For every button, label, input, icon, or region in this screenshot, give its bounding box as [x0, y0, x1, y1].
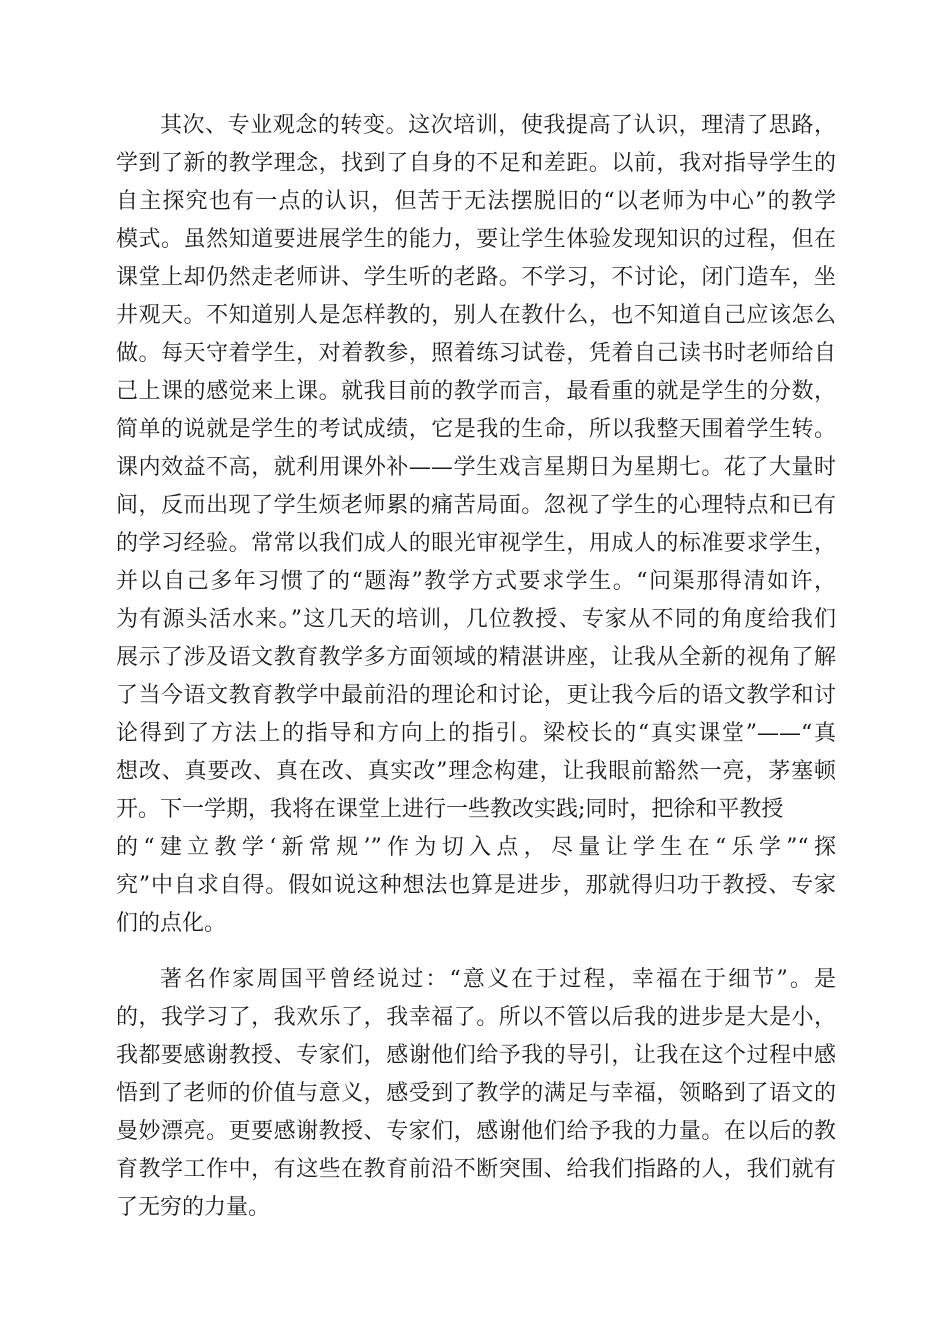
paragraph-line: 课内效益不高，就利用课外补——学生戏言星期日为星期七。花了大量时	[116, 455, 836, 480]
paragraph-line: 论得到了方法上的指导和方向上的指引。梁校长的“真实课堂”——“真	[116, 721, 836, 746]
paragraph-line: 间，反而出现了学生烦老师累的痛苦局面。忽视了学生的心理特点和已有	[116, 493, 836, 518]
paragraph-line: 做。每天守着学生，对着教参，照着练习试卷，凭着自己读书时老师给自	[116, 341, 836, 366]
paragraph-line: 其次、专业观念的转变。这次培训，使我提高了认识，理清了思路，	[160, 113, 836, 138]
paragraph-line: 井观天。不知道别人是怎样教的，别人在教什么，也不知道自己应该怎么	[116, 303, 836, 328]
paragraph-line: 的，我学习了，我欢乐了，我幸福了。所以不管以后我的进步是大是小，	[116, 1005, 836, 1030]
paragraph-line: 了当今语文教育教学中最前沿的理论和讨论，更让我今后的语文教学和讨	[116, 683, 836, 708]
paragraph-line: 们的点化。	[116, 911, 227, 936]
paragraph-spacer	[116, 943, 836, 961]
paragraph-professional-concept	[116, 107, 836, 943]
paragraph-line: 了无穷的力量。	[116, 1195, 271, 1220]
paragraph-line: 自主探究也有一点的认识，但苦于无法摆脱旧的“以老师为中心”的教学	[116, 189, 836, 214]
paragraph-line: 悟到了老师的价值与意义，感受到了教学的满足与幸福，领略到了语文的	[116, 1081, 836, 1106]
paragraph-line: 模式。虽然知道要进展学生的能力，要让学生体验发现知识的过程，但在	[116, 227, 836, 252]
document-body	[116, 107, 836, 1227]
paragraph-line: 我都要感谢教授、专家们，感谢他们给予我的导引，让我在这个过程中感	[116, 1043, 836, 1068]
paragraph-line: 并以自己多年习惯了的“题海”教学方式要求学生。“问渠那得清如许，	[116, 569, 836, 594]
paragraph-line: 著名作家周国平曾经说过：“意义在于过程，幸福在于细节”。是	[160, 967, 836, 992]
paragraph-line: 课堂上却仍然走老师讲、学生听的老路。不学习，不讨论，闭门造车，坐	[116, 265, 836, 290]
paragraph-conclusion	[116, 961, 836, 1227]
paragraph-line: 曼妙漂亮。更要感谢教授、专家们，感谢他们给予我的力量。在以后的教	[116, 1119, 836, 1144]
paragraph-line: 己上课的感觉来上课。就我目前的教学而言，最看重的就是学生的分数，	[116, 379, 836, 404]
paragraph-line: 为有源头活水来。”这几天的培训，几位教授、专家从不同的角度给我们	[116, 607, 836, 632]
paragraph-line: 育教学工作中，有这些在教育前沿不断突围、给我们指路的人，我们就有	[116, 1157, 836, 1182]
paragraph-line: 想改、真要改、真在改、真实改”理念构建，让我眼前豁然一亮，茅塞顿	[116, 759, 836, 784]
paragraph-line: 究”中自求自得。假如说这种想法也算是进步，那就得归功于教授、专家	[116, 873, 836, 898]
paragraph-line: 开。下一学期，我将在课堂上进行一些教改实践;同时，把徐和平教授	[116, 797, 784, 822]
paragraph-line: 学到了新的教学理念，找到了自身的不足和差距。以前，我对指导学生的	[116, 151, 836, 176]
paragraph-line: 的“建立教学‘新常规’”作为切入点，尽量让学生在“乐学”“探	[116, 835, 836, 860]
paragraph-line: 展示了涉及语文教育教学多方面领域的精湛讲座，让我从全新的视角了解	[116, 645, 836, 670]
paragraph-line: 的学习经验。常常以我们成人的眼光审视学生，用成人的标准要求学生，	[116, 531, 836, 556]
paragraph-line: 简单的说就是学生的考试成绩，它是我的生命，所以我整天围着学生转。	[116, 417, 836, 442]
